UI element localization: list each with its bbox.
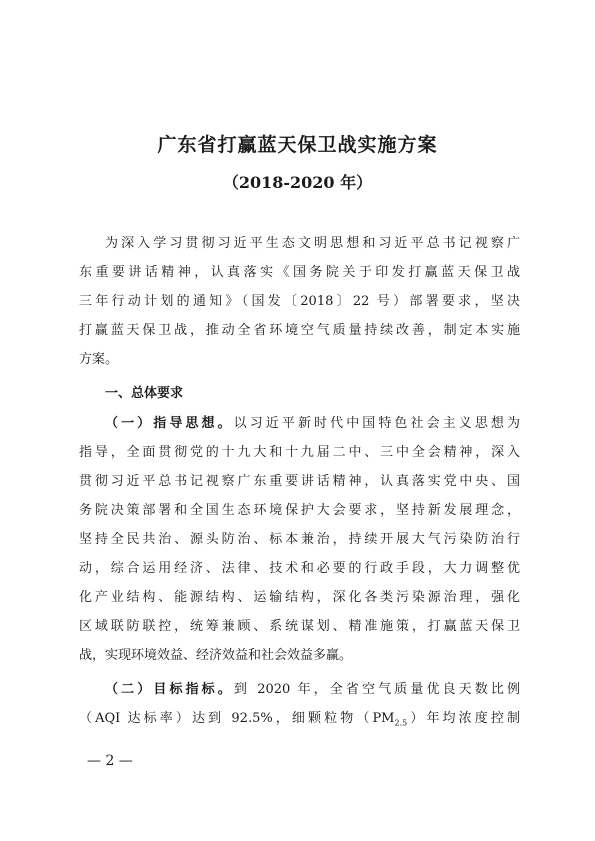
page-number: — 2 — <box>87 753 133 769</box>
target-line <box>79 709 520 734</box>
target-indicator-line <box>79 680 520 700</box>
target-text-b: ）年均浓度控制 <box>407 711 520 726</box>
section-heading: 一、总体要求 <box>105 386 184 401</box>
guiding-principle-label: （一）指导思想。 <box>105 416 234 431</box>
intro-line: 为深入学习贯彻习近平生态文明思想和习近平总书记视察广 <box>105 236 520 251</box>
guiding-line: 坚持全民共治、源头防治、标本兼治，持续开展大气污染防治行 <box>79 532 520 547</box>
guiding-principle-text: 以习近平新时代中国特色社会主义思想为 <box>233 416 520 431</box>
pm-subscript: 2.5 <box>394 718 408 728</box>
guiding-principle-line <box>79 414 520 434</box>
intro-line: 打赢蓝天保卫战，推动全省环境空气质量持续改善，制定本实施 <box>79 323 520 338</box>
guiding-line: 贯彻习近平总书记视察广东重要讲话精神，认真落实党中央、国 <box>79 474 520 489</box>
guiding-line: 务院决策部署和全国生态环境保护大会要求，坚持新发展理念， <box>79 503 520 518</box>
target-text-a: （AQI 达标率）达到 92.5%，细颗粒物（PM <box>79 711 395 726</box>
guiding-line: 战，实现环境效益、经济效益和社会效益多赢。 <box>79 648 353 663</box>
intro-line: 三年行动计划的通知》（国发〔2018〕22 号）部署要求，坚决 <box>79 294 520 309</box>
target-indicator-label: （二）目标指标。 <box>105 682 234 697</box>
guiding-line: 指导，全面贯彻党的十九大和十九届二中、三中全会精神，深入 <box>79 445 520 460</box>
intro-line: 东重要讲话精神，认真落实《国务院关于印发打赢蓝天保卫战 <box>79 265 520 280</box>
document-title: 广东省打赢蓝天保卫战实施方案 <box>157 134 438 156</box>
intro-line: 方案。 <box>79 352 119 367</box>
guiding-line: 动，综合运用经济、法律、技术和必要的行政手段，大力调整优 <box>79 561 520 576</box>
guiding-line: 区域联防联控，统筹兼顾、系统谋划、精准施策，打赢蓝天保卫 <box>79 619 520 634</box>
target-indicator-text: 到 2020 年，全省空气质量优良天数比例 <box>233 682 520 697</box>
document-subtitle: （2018-2020 年） <box>222 173 373 192</box>
guiding-line: 化产业结构、能源结构、运输结构，深化各类污染源治理，强化 <box>79 590 520 605</box>
